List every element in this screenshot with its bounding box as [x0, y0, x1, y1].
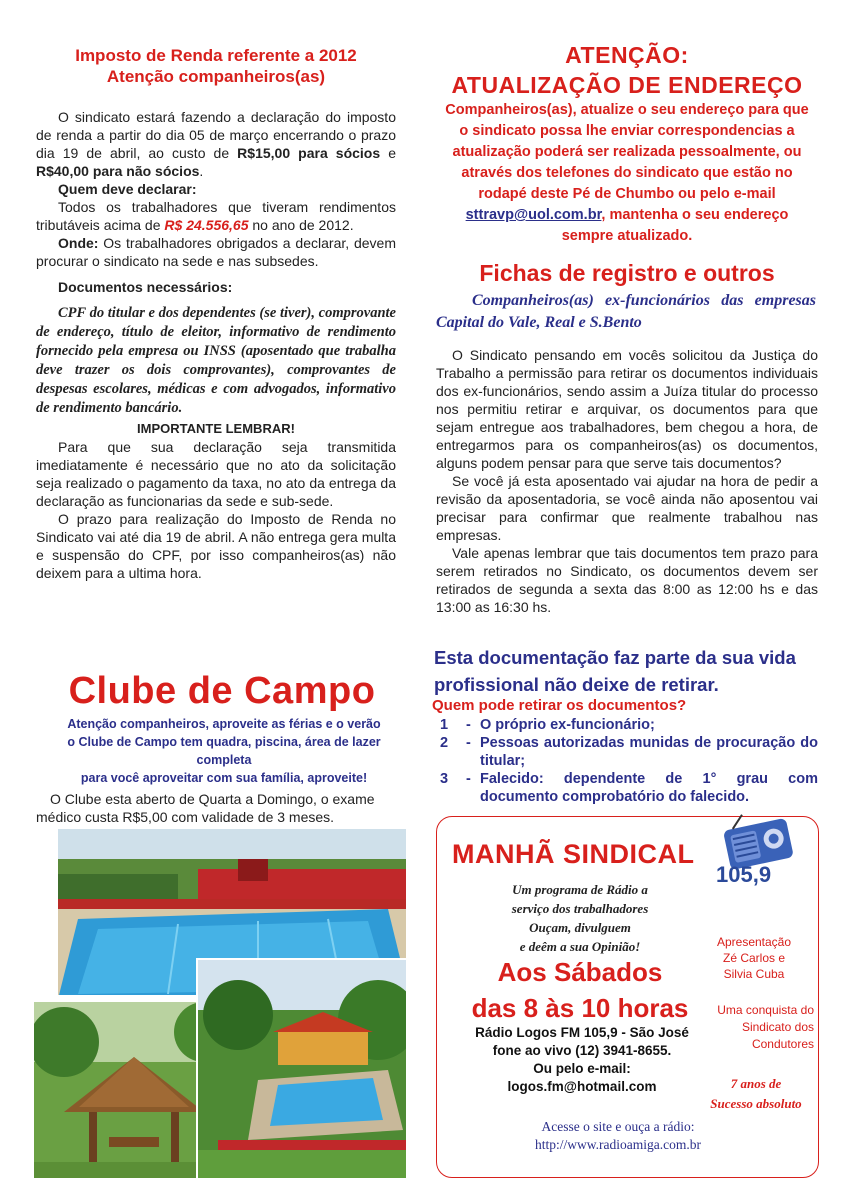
club-sub-line1: Atenção companheiros, aproveite as férias e o verão — [67, 717, 381, 731]
attention-line2: ATUALIZAÇÃO DE ENDEREÇO — [451, 72, 803, 98]
ir-title — [36, 45, 396, 87]
radio-presenters-1: Apresentação — [716, 935, 792, 949]
ir-price-members: R$15,00 para sócios — [237, 145, 381, 161]
list-item-number: 2 — [440, 735, 449, 751]
list-item-text: Pessoas autorizadas munidas de procuração do titular; — [480, 735, 818, 769]
ir-price-nonmembers: R$40,00 para não sócios — [36, 163, 200, 179]
deadline-text: O prazo para realização do Imposto de Renda no Sindicato vai até dia 19 de abril. A não entrega gera multa e suspensão do CPF, por isso companheiros(as) não deixem para a ultima hora. — [36, 511, 396, 581]
club-title: Clube de Campo — [68, 670, 376, 712]
important-text: Para que sua declaração seja transmitida imediatamente é necessário que no ato da solicitação seja realizado o pagamento da taxa, no ato da entrega da declaração as funcionarias da sede e sub-sede. — [36, 439, 396, 509]
where-text: Os trabalhadores obrigados a declarar, devem procurar o sindicato na sede e nas subsedes. — [36, 235, 396, 269]
address-text — [440, 100, 814, 247]
radio-slogan — [470, 880, 690, 956]
who-amount: R$ 24.556,65 — [164, 217, 249, 233]
address-text-2: , mantenha o seu endereço sempre atualizado. — [561, 207, 789, 244]
radio-phone: fone ao vivo (12) 3941-8655. — [492, 1043, 672, 1058]
list-item-number: 1 — [440, 717, 449, 733]
radio-conquest-3: Condutores — [751, 1037, 814, 1051]
fichas-subtitle: Companheiros(as) ex-funcionários das empresas Capital do Vale, Real e S.Bento — [436, 292, 816, 331]
radio-conquest — [714, 1002, 814, 1053]
ir-title-line1: Imposto de Renda referente a 2012 — [75, 46, 357, 65]
ir-period: . — [199, 163, 204, 179]
ir-body — [36, 108, 396, 582]
who-paragraph — [36, 198, 396, 234]
who-can-list — [440, 716, 818, 806]
attention-line1: ATENÇÃO: — [565, 42, 689, 68]
ir-para-text: O sindicato estará fazendo a declaração do imposto de renda a partir do dia 05 de março encerrando o prazo dia 19 de abril, ao custo de — [36, 109, 396, 161]
list-item — [440, 716, 818, 734]
list-item-dash: - — [466, 771, 471, 787]
radio-slogan-3: Ouçam, divulguem — [529, 920, 631, 935]
radio-contact — [446, 1024, 718, 1096]
radio-slogan-4: e deêm a sua Opinião! — [519, 939, 641, 954]
docs-text: CPF do titular e dos dependentes (se tiver), comprovante de endereço, título de eleitor, informativo de rendimento fornecido pela empresa ou INSS (aposentado que trabalha deve trazer os dois comprovantes), comprovantes de despesas escolares, médicas e com advogados, informativo de rendimento bancário. — [36, 305, 396, 416]
radio-years — [700, 1074, 812, 1114]
radio-email-label: Ou pelo e-mail: — [533, 1061, 631, 1076]
address-text-1: Companheiros(as), atualize o seu endereço para que o sindicato possa lhe enviar correspondencias a atualização poderá ser realizada pessoalmente, ou através dos telefones do sindicato que estão no rodapé deste Pé de Chumbo ou pelo e-mail — [445, 102, 809, 202]
list-item — [440, 770, 818, 806]
radio-presenters — [704, 934, 804, 982]
where-paragraph — [36, 234, 396, 270]
radio-hours: das 8 às 10 horas — [471, 993, 689, 1023]
list-item-dash: - — [466, 717, 471, 733]
radio-slogan-2: serviço dos trabalhadores — [511, 901, 649, 916]
docs-heading: Documentos necessários: — [58, 279, 233, 295]
radio-years-2: Sucesso absoluto — [710, 1096, 802, 1111]
fichas-paragraph-2: Se você já esta aposentado vai ajudar na hora de pedir a revisão da aposentadoria, se você ainda não aposentou vai precisar para confirmar que realmente trabalhou nas empresas. — [436, 473, 818, 543]
ir-and: e — [380, 145, 396, 161]
fichas-title: Fichas de registro e outros — [479, 260, 775, 286]
radio-site-link[interactable]: http://www.radioamiga.com.br — [535, 1137, 701, 1152]
list-item-dash: - — [466, 735, 471, 751]
who-text-1: Todos os trabalhadores que tiveram rendimentos tributáveis acima de — [36, 199, 396, 233]
radio-presenters-3: Silvia Cuba — [723, 967, 785, 981]
radio-presenters-2: Zé Carlos e — [722, 951, 786, 965]
list-item-text: O próprio ex-funcionário; — [480, 717, 655, 733]
radio-schedule — [452, 954, 708, 1026]
list-item-text: Falecido: dependente de 1° grau com documento comprobatório do falecido. — [480, 771, 818, 805]
radio-conquest-1: Uma conquista do — [717, 1003, 814, 1017]
radio-title: MANHÃ SINDICAL — [452, 839, 695, 869]
fichas-paragraph-3: Vale apenas lembrar que tais documentos tem prazo para serem retirados no Sindicato, os documentos devem ser retirados de segunda a sexta das 8:00 as 12:00 hs e das 13:00 as 16:30 hs. — [436, 545, 818, 615]
radio-conquest-2: Sindicato dos — [741, 1020, 814, 1034]
who-heading: Quem deve declarar: — [58, 181, 197, 197]
radio-site — [478, 1118, 758, 1154]
club-subtitle — [40, 715, 408, 787]
aerial-photo-image — [198, 960, 408, 1180]
doc-banner: Esta documentação faz parte da sua vida profissional não deixe de retirar. — [434, 647, 796, 695]
who-text-2: no ano de 2012. — [248, 217, 354, 233]
list-item — [440, 734, 818, 770]
radio-years-1: 7 anos de — [730, 1076, 782, 1091]
who-can-heading: Quem pode retirar os documentos? — [432, 697, 687, 714]
radio-frequency: 105,9 — [716, 862, 772, 887]
ir-paragraph — [36, 108, 396, 180]
radio-station: Rádio Logos FM 105,9 - São José — [475, 1025, 689, 1040]
club-sub-line3: para você aproveitar com sua família, aproveite! — [80, 771, 368, 785]
club-text: O Clube esta aberto de Quarta a Domingo, o exame médico custa R$5,00 com validade de 3 meses. — [36, 791, 375, 825]
address-email-link[interactable]: sttravp@uol.com.br — [465, 207, 602, 223]
aerial-photo — [196, 958, 408, 1180]
radio-email[interactable]: logos.fm@hotmail.com — [507, 1079, 657, 1094]
important-heading: IMPORTANTE LEMBRAR! — [137, 421, 295, 436]
fichas-body — [436, 346, 818, 616]
radio-site-text: Acesse o site e ouça a rádio: — [541, 1119, 695, 1134]
ir-title-line2: Atenção companheiros(as) — [106, 67, 326, 86]
list-item-number: 3 — [440, 771, 449, 787]
where-heading: Onde: — [58, 235, 99, 251]
fichas-paragraph-1: O Sindicato pensando em vocês solicitou da Justiça do Trabalho a permissão para retirar os documentos individuais dos ex-funcionários, sendo assim a Juíza titular do processo nos permitiu retirar e arquivar, os documentos para que sejam entregue aos trabalhadores, bem chegou a hora, de entregarmos para os companheiros(as) os documentos, alguns podem pensar para que serve tais documentos? — [436, 347, 818, 471]
radio-days: Aos Sábados — [497, 957, 663, 987]
attention-heading — [436, 40, 818, 100]
radio-slogan-1: Um programa de Rádio a — [512, 882, 648, 897]
club-sub-line2: o Clube de Campo tem quadra, piscina, área de lazer completa — [67, 735, 381, 767]
